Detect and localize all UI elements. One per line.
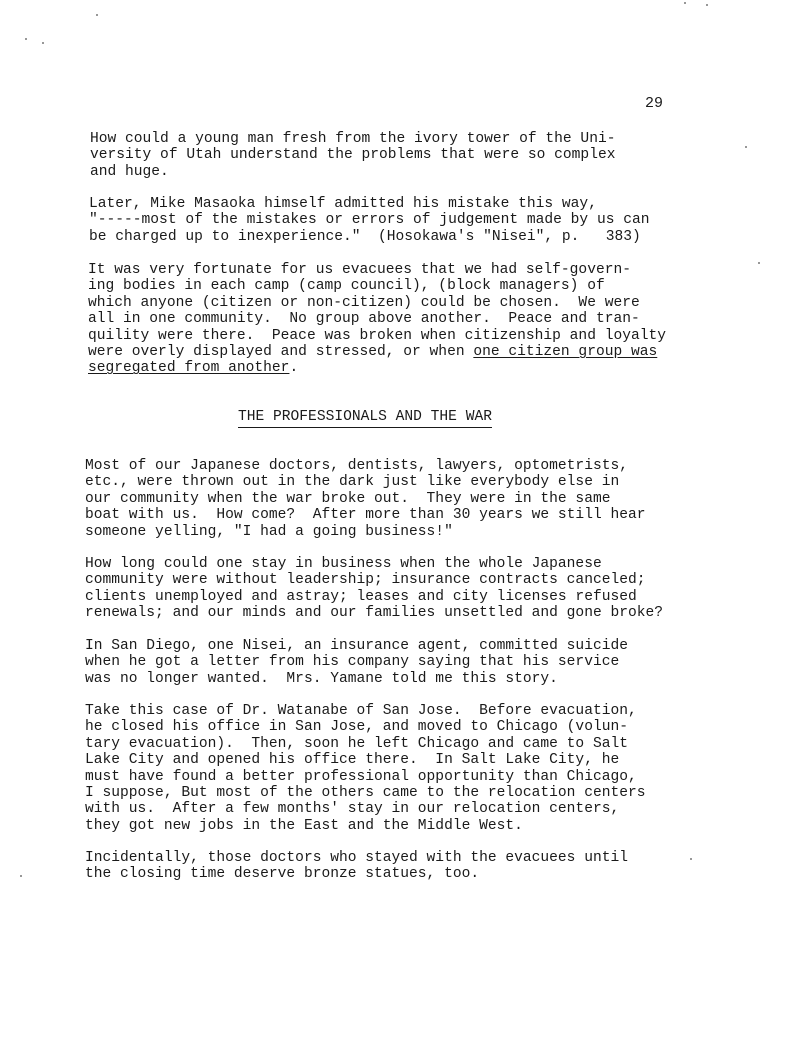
scan-speck — [684, 2, 686, 4]
section-heading: THE PROFESSIONALS AND THE WAR — [238, 409, 492, 428]
scan-speck — [690, 858, 692, 860]
paragraph-professionals: Most of our Japanese doctors, dentists, lawyers, optometrists, etc., were thrown out in the dark just like everybody else in our community when the war broke out. They were in the same boat with us. How come? After more than 30 years we still hear someone yelling, "I had a going business!" — [85, 458, 646, 540]
scan-speck — [745, 146, 747, 148]
paragraph-self-governing-end: . — [289, 360, 299, 377]
scan-speck — [96, 14, 98, 16]
paragraph-self-governing-text: It was very fortunate for us evacuees that we had self-govern- ing bodies in each camp (camp council), (block managers) of which anyone (citizen or non-citizen) could be chosen. We were all in one community. No group above another. Peace and tran- quility were there. Peace was broken when citizenship and loyalty were overly displayed and stressed, or when — [88, 262, 667, 361]
paragraph-bronze-statues: Incidentally, those doctors who stayed with the evacuees until the closing time deserve bronze statues, too. — [85, 850, 628, 883]
scan-speck — [42, 42, 44, 44]
scan-speck — [20, 875, 22, 877]
scan-speck — [25, 38, 27, 40]
paragraph-masaoka-quote: Later, Mike Masaoka himself admitted his mistake this way, "-----most of the mistakes or errors of judgement made by us can be charged up to inexperience." (Hosokawa's "Nisei", p. 383) — [89, 196, 650, 245]
underlined-phrase-1: one citizen group was — [473, 344, 658, 361]
paragraph-watanabe: Take this case of Dr. Watanabe of San Jose. Before evacuation, he closed his office in San Jose, and moved to Chicago (volun- tary evacuation). Then, soon he left Chicago and came to Salt Lake City and opened his office there. In Salt Lake City, he must have found a better professional opportunity than Chicago, I suppose, But most of the others came to the relocation centers with us. After a few months' stay in our relocation centers, they got new jobs in the East and the Middle West. — [85, 703, 646, 834]
paragraph-business: How long could one stay in business when the whole Japanese community were without leadership; insurance contracts canceled; clients unemployed and astray; leases and city licenses refused renewals; and our minds and our families unsettled and gone broke? — [85, 556, 664, 622]
page-number: 29 — [645, 95, 664, 112]
underlined-phrase-2: segregated from another — [88, 360, 290, 377]
paragraph-san-diego: In San Diego, one Nisei, an insurance agent, committed suicide when he got a letter from his company saying that his service was no longer wanted. Mrs. Yamane told me this story. — [85, 638, 628, 687]
paragraph-self-governing — [88, 262, 666, 377]
scan-speck — [758, 262, 760, 264]
paragraph-ivory-tower: How could a young man fresh from the ivory tower of the Uni- versity of Utah understand the problems that were so complex and huge. — [90, 131, 616, 180]
scan-speck — [706, 4, 708, 6]
